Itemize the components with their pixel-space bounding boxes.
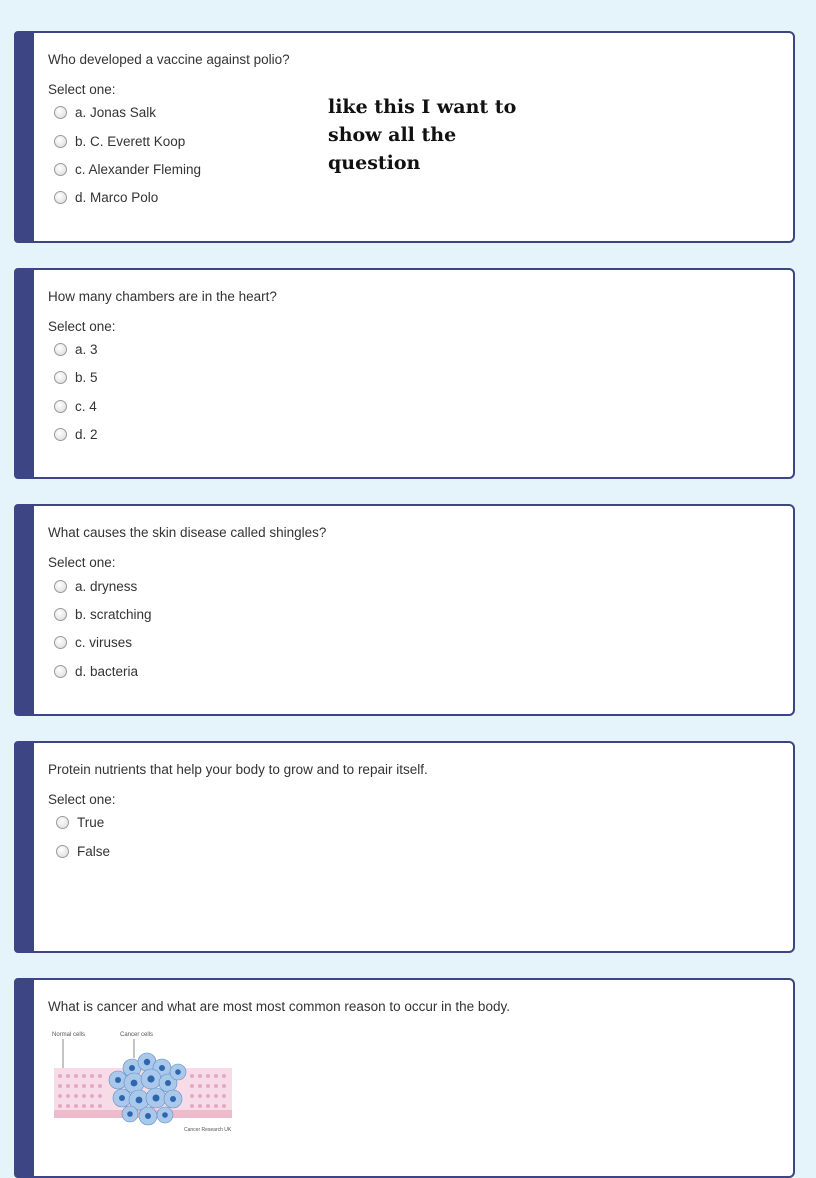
option-label: True: [77, 815, 105, 830]
question-card-1: [14, 31, 795, 243]
answer-option-false[interactable]: [56, 844, 110, 859]
answer-option-d[interactable]: [54, 427, 98, 442]
figure-credit: Cancer Research UK: [184, 1127, 232, 1133]
radio-button[interactable]: [54, 428, 67, 441]
select-one-label: Select one:: [48, 82, 116, 97]
radio-button[interactable]: [54, 371, 67, 384]
radio-button[interactable]: [54, 163, 67, 176]
question-text: What causes the skin disease called shingles?: [48, 525, 327, 540]
option-label: b. 5: [75, 370, 98, 385]
option-label: b. scratching: [75, 607, 152, 622]
cancer-cells-illustration: [52, 1028, 242, 1133]
answer-option-true[interactable]: [56, 815, 104, 830]
answer-option-b[interactable]: [54, 607, 152, 622]
option-label: a. dryness: [75, 579, 138, 594]
answer-option-c[interactable]: [54, 399, 97, 414]
select-one-label: Select one:: [48, 555, 116, 570]
option-label: d. bacteria: [75, 664, 139, 679]
radio-button[interactable]: [54, 191, 67, 204]
normal-cells-label: Normal cells: [52, 1032, 86, 1038]
option-label: c. viruses: [75, 635, 133, 650]
question-card-2: [14, 268, 795, 479]
answer-option-a[interactable]: [54, 342, 98, 357]
answer-option-a[interactable]: [54, 105, 156, 120]
question-text: What is cancer and what are most most common reason to occur in the body.: [48, 999, 510, 1014]
radio-button[interactable]: [54, 608, 67, 621]
answer-option-b[interactable]: [54, 134, 185, 149]
answer-option-a[interactable]: [54, 579, 137, 594]
answer-option-c[interactable]: [54, 635, 132, 650]
answer-option-b[interactable]: [54, 370, 98, 385]
option-label: a. 3: [75, 342, 98, 357]
cancer-cells-label: Cancer cells: [120, 1032, 154, 1038]
question-text: Who developed a vaccine against polio?: [48, 52, 290, 67]
annotation-note: like this I want to show all the question: [328, 96, 517, 174]
radio-button[interactable]: [54, 343, 67, 356]
radio-button[interactable]: [54, 665, 67, 678]
radio-button[interactable]: [56, 845, 69, 858]
option-label: c. 4: [75, 399, 97, 414]
answer-option-d[interactable]: [54, 190, 158, 205]
radio-button[interactable]: [54, 400, 67, 413]
option-label: c. Alexander Fleming: [75, 162, 202, 177]
radio-button[interactable]: [54, 106, 67, 119]
select-one-label: Select one:: [48, 792, 116, 807]
question-card-5: [14, 978, 795, 1178]
radio-button[interactable]: [54, 135, 67, 148]
option-label: False: [77, 844, 111, 859]
option-label: b. C. Everett Koop: [75, 134, 186, 149]
question-card-3: [14, 504, 795, 716]
answer-option-c[interactable]: [54, 162, 201, 177]
radio-button[interactable]: [54, 580, 67, 593]
answer-option-d[interactable]: [54, 664, 138, 679]
question-card-4: [14, 741, 795, 953]
radio-button[interactable]: [54, 636, 67, 649]
option-label: d. 2: [75, 427, 98, 442]
option-label: a. Jonas Salk: [75, 105, 157, 120]
question-text: How many chambers are in the heart?: [48, 289, 277, 304]
select-one-label: Select one:: [48, 319, 116, 334]
question-text: Protein nutrients that help your body to grow and to repair itself.: [48, 762, 428, 777]
option-label: d. Marco Polo: [75, 190, 159, 205]
radio-button[interactable]: [56, 816, 69, 829]
